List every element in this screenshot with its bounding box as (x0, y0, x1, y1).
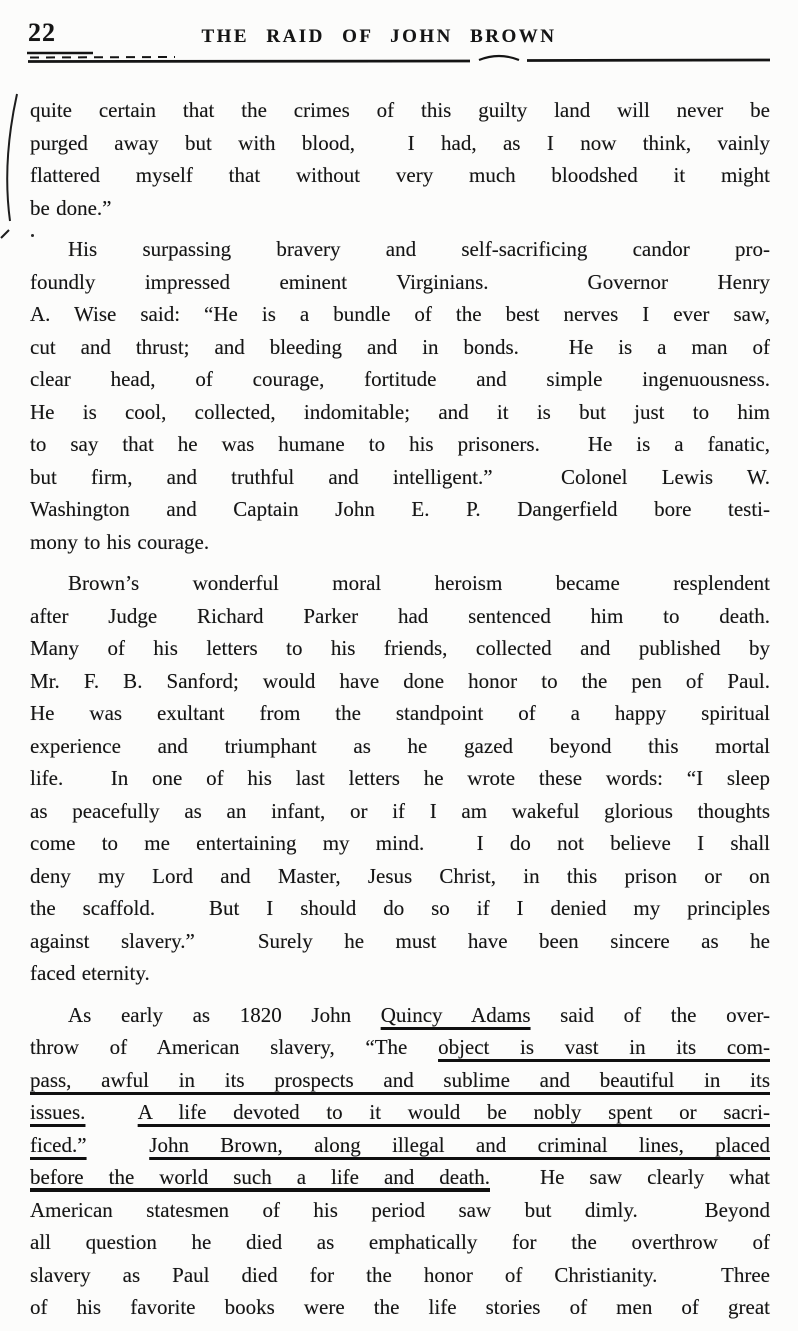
underlined-text: before the world such a life and death. (30, 1165, 490, 1189)
text-line (30, 94, 770, 127)
text-segment: As early as 1820 John (68, 1002, 381, 1027)
text-line (30, 1194, 770, 1227)
page-body (30, 94, 770, 1331)
text-line (30, 127, 770, 160)
text-line (30, 298, 770, 331)
text-segment: American statesmen of his period saw but dimly. Beyond (30, 1197, 770, 1222)
text-segment: life. In one of his last letters he wrote these words: “I sleep (30, 766, 770, 790)
text-segment: He saw clearly what (490, 1165, 770, 1189)
text-line (30, 1291, 770, 1324)
text-segment (87, 1133, 150, 1157)
text-segment: come to me entertaining my mind. I do not believe I shall (30, 831, 770, 855)
text-line (30, 493, 770, 526)
text-segment: slavery as Paul died for the honor of Christianity. Three (30, 1262, 770, 1287)
text-line (30, 827, 770, 860)
underlined-text: John Brown, along illegal and criminal lines, placed (149, 1132, 770, 1157)
text-line (30, 1064, 770, 1097)
text-line (30, 632, 770, 665)
text-line (30, 428, 770, 461)
text-line (30, 730, 770, 763)
text-line (30, 331, 770, 364)
text-segment: foundly impressed eminent Virginians. Governor Henry (30, 269, 770, 294)
text-line (30, 999, 770, 1032)
running-head: THE RAID OF JOHN BROWN (201, 26, 557, 47)
paragraph (30, 567, 770, 990)
text-segment: against slavery.” Surely he must have been sincere as he (30, 928, 770, 953)
underlined-text: ficed.” (30, 1132, 87, 1157)
text-line (30, 461, 770, 494)
underlined-text: issues. (30, 1100, 86, 1124)
text-segment: the scaffold. But I should do so if I denied my principles (30, 896, 770, 920)
paragraph (30, 999, 770, 1324)
text-line (30, 925, 770, 958)
text-line (30, 762, 770, 795)
text-segment: to say that he was humane to his prisoners. He is a fanatic, (30, 432, 770, 456)
text-segment: faced eternity. (30, 961, 150, 985)
text-segment: throw of American slavery, “The (30, 1035, 439, 1059)
text-segment: said of the over- (530, 1002, 770, 1027)
text-segment: Mr. F. B. Sanford; would have done honor to the pen of Paul. (30, 668, 770, 693)
underlined-text: Quincy Adams (380, 1002, 531, 1027)
text-segment: cut and thrust; and bleeding and in bonds. He is a man of (30, 334, 770, 359)
text-segment: deny my Lord and Master, Jesus Christ, in this prison or on (30, 863, 770, 888)
text-segment: A. Wise said: “He is a bundle of the best nerves I ever saw, (30, 302, 770, 326)
page-number: 22 (28, 18, 56, 47)
text-segment: mony to his courage. (30, 529, 210, 554)
text-segment: after Judge Richard Parker had sentenced him to death. (30, 603, 770, 628)
text-segment (85, 1100, 137, 1124)
text-line (30, 567, 770, 600)
text-segment: of his favorite books were the life stories of men of great (30, 1295, 770, 1319)
text-line (30, 1031, 770, 1064)
text-line (30, 892, 770, 925)
header-rule-line (0, 48, 798, 68)
text-segment: flattered myself that without very much bloodshed it might (30, 163, 770, 187)
text-segment: but firm, and truthful and intelligent.” Colonel Lewis W. (30, 464, 770, 489)
text-segment: as peacefully as an infant, or if I am wakeful glorious thoughts (30, 798, 770, 823)
page-header (0, 0, 798, 70)
underlined-text: object is vast in its com- (438, 1035, 770, 1059)
paragraph (30, 94, 770, 224)
text-segment: experience and triumphant as he gazed beyond this mortal (30, 733, 770, 758)
text-line (30, 363, 770, 396)
text-segment: Washington and Captain John E. P. Dangerfield bore testi- (30, 497, 770, 521)
text-line (30, 860, 770, 893)
paragraph (30, 233, 770, 558)
text-line (30, 192, 770, 225)
text-line (30, 1259, 770, 1292)
text-line (30, 665, 770, 698)
text-line (30, 600, 770, 633)
text-line (30, 266, 770, 299)
text-line (30, 159, 770, 192)
text-segment: all question he died as emphatically for the overthrow of (30, 1230, 770, 1254)
text-segment: purged away but with blood, I had, as I now think, vainly (30, 130, 770, 155)
text-line (30, 697, 770, 730)
text-line (30, 396, 770, 429)
text-segment: be done.” (30, 195, 112, 220)
text-line (30, 1096, 770, 1129)
text-line (30, 1226, 770, 1259)
text-line (30, 795, 770, 828)
text-segment: Brown’s wonderful moral heroism became resplendent (68, 571, 770, 595)
text-segment: clear head, of courage, fortitude and simple ingenuousness. (30, 367, 770, 391)
underlined-text: pass, awful in its prospects and sublime and beautiful in its (30, 1067, 770, 1092)
underlined-text: A life devoted to it would be nobly spent or sacri- (137, 1100, 770, 1124)
text-segment: His surpassing bravery and self-sacrificing candor pro- (68, 237, 770, 261)
text-segment: Many of his letters to his friends, collected and published by (30, 636, 770, 660)
text-segment: quite certain that the crimes of this guilty land will never be (30, 98, 770, 122)
text-line (30, 1161, 770, 1194)
margin-pencil-mark (0, 88, 30, 248)
text-segment: He was exultant from the standpoint of a happy spiritual (30, 701, 770, 725)
text-line (30, 957, 770, 990)
text-segment: He is cool, collected, indomitable; and it is but just to him (30, 399, 770, 424)
text-line (30, 233, 770, 266)
text-line (30, 526, 770, 559)
text-line (30, 1129, 770, 1162)
